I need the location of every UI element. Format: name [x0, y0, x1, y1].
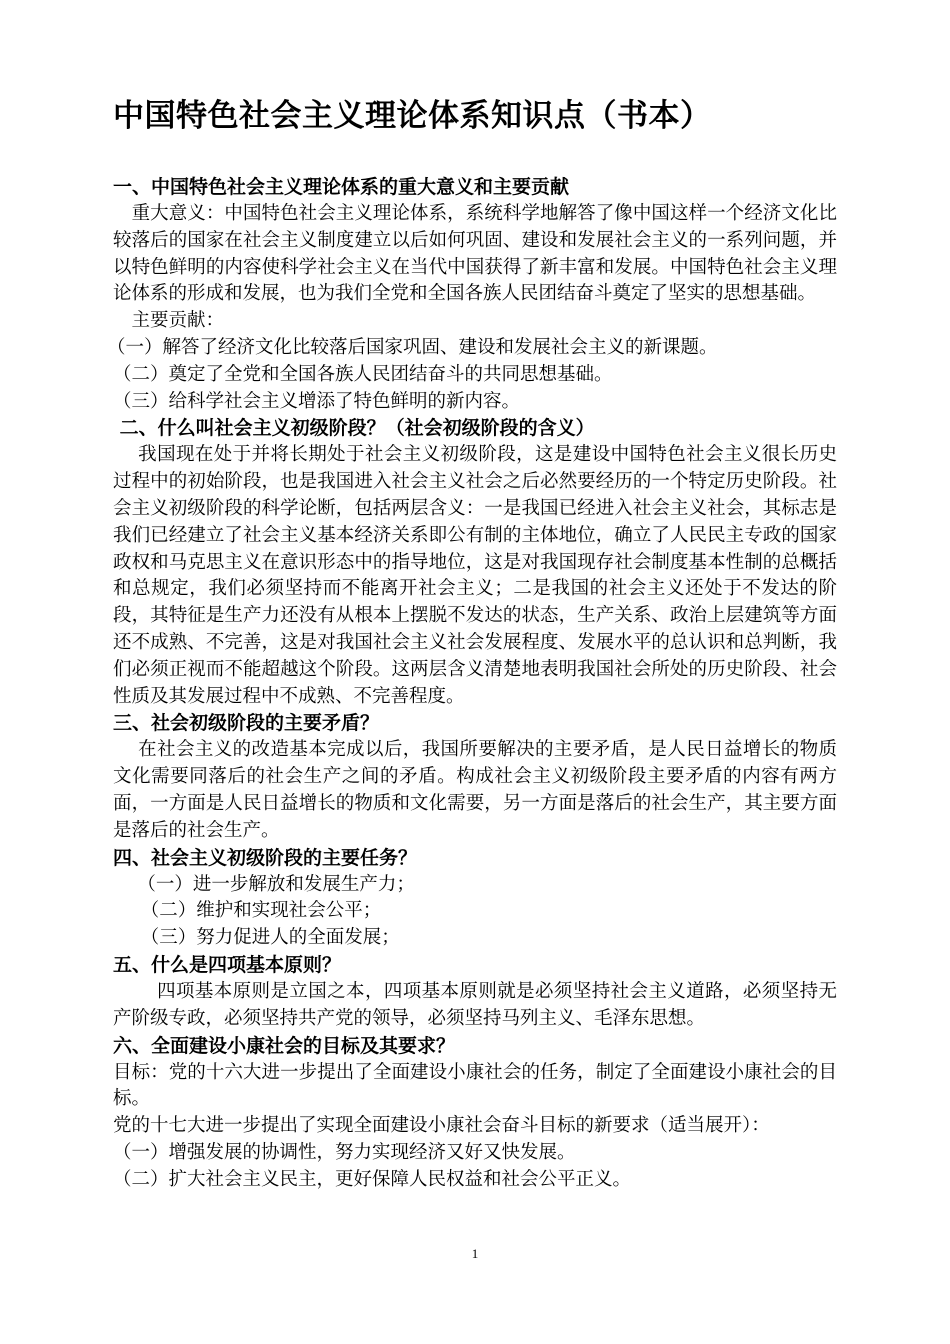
list-item: （二）维护和实现社会公平； — [113, 900, 382, 922]
list-item: （二）扩大社会主义民主，更好保障人民权益和社会公平正义。 — [113, 1168, 632, 1190]
paragraph: 主要贡献： — [113, 310, 225, 332]
list-item: （一）进一步解放和发展生产力； — [113, 873, 415, 895]
page-number: 1 — [471, 1246, 479, 1261]
list-item: （三）努力促进人的全面发展； — [113, 927, 400, 949]
section-2 — [113, 415, 837, 710]
list-item: （三）给科学社会主义增添了特色鲜明的新内容。 — [113, 390, 521, 412]
list-item: （二）奠定了全党和全国各族人民团结奋斗的共同思想基础。 — [113, 363, 613, 385]
section-6 — [113, 1033, 837, 1194]
section-5 — [113, 952, 837, 1033]
list-item: （一）增强发展的协调性，努力实现经济又好又快发展。 — [113, 1141, 576, 1163]
paragraph: 重大意义：中国特色社会主义理论体系，系统科学地解答了像中国这样一个经济文化比较落后的国家在社会主义制度建立以后如何巩固、建设和发展社会主义的一系列问题，并以特色鲜明的内容使科学社会主义在当代中国获得了新丰富和发展。中国特色社会主义理论体系的形成和发展，也为我们全党和全国各族人民团结奋斗奠定了坚实的思想基础。 — [113, 203, 837, 305]
section-heading: 三、社会初级阶段的主要矛盾？ — [113, 712, 380, 735]
section-heading: 六、全面建设小康社会的目标及其要求？ — [113, 1034, 456, 1057]
section-heading: 五、什么是四项基本原则？ — [113, 953, 342, 976]
section-3 — [113, 710, 837, 844]
section-heading: 四、社会主义初级阶段的主要任务？ — [113, 846, 418, 869]
document-page — [107, 96, 837, 1194]
paragraph: 四项基本原则是立国之本，四项基本原则就是必须坚持社会主义道路，必须坚持无产阶级专政，必须坚持共产党的领导，必须坚持马列主义、毛泽东思想。 — [113, 980, 837, 1029]
paragraph: 党的十七大进一步提出了实现全面建设小康社会奋斗目标的新要求（适当展开）： — [113, 1115, 770, 1137]
document-title: 中国特色社会主义理论体系知识点（书本） — [113, 98, 712, 134]
section-heading: 二、什么叫社会主义初级阶段？（社会初级阶段的含义） — [113, 417, 595, 440]
list-item: （一）解答了经济文化比较落后国家巩固、建设和发展社会主义的新课题。 — [107, 336, 718, 358]
section-4 — [113, 845, 837, 952]
paragraph: 我国现在处于并将长期处于社会主义初级阶段，这是建设中国特色社会主义很长历史过程中的初始阶段，也是我国进入社会主义社会之后必然要经历的一个特定历史阶段。社会主义初级阶段的科学论断，包括两层含义：一是我国已经进入社会主义社会，其标志是我们已经建立了社会主义基本经济关系即公有制的主体地位，确立了人民民主专政的国家政权和马克思主义在意识形态中的指导地位，这是对我国现存社会制度基本性制的总概括和总规定，我们必须坚持而不能离开社会主义；二是我国的社会主义还处于不发达的阶段，其特征是生产力还没有从根本上摆脱不发达的状态，生产关系、政治上层建筑等方面还不成熟、不完善，这是对我国社会主义社会发展程度、发展水平的总认识和总判断，我们必须正视而不能超越这个阶段。这两层含义清楚地表明我国社会所处的历史阶段、社会性质及其发展过程中不成熟、不完善程度。 — [113, 444, 837, 707]
section-heading: 一、中国特色社会主义理论体系的重大意义和主要贡献 — [113, 176, 570, 198]
section-1 — [107, 174, 837, 415]
paragraph: 在社会主义的改造基本完成以后，我国所要解决的主要矛盾，是人民日益增长的物质文化需要同落后的社会生产之间的矛盾。构成社会主义初级阶段主要矛盾的内容有两方面，一方面是人民日益增长的物质和文化需要，另一方面是落后的社会生产，其主要方面是落后的社会生产。 — [113, 739, 837, 841]
paragraph: 目标：党的十六大进一步提出了全面建设小康社会的任务，制定了全面建设小康社会的目标。 — [113, 1061, 837, 1110]
